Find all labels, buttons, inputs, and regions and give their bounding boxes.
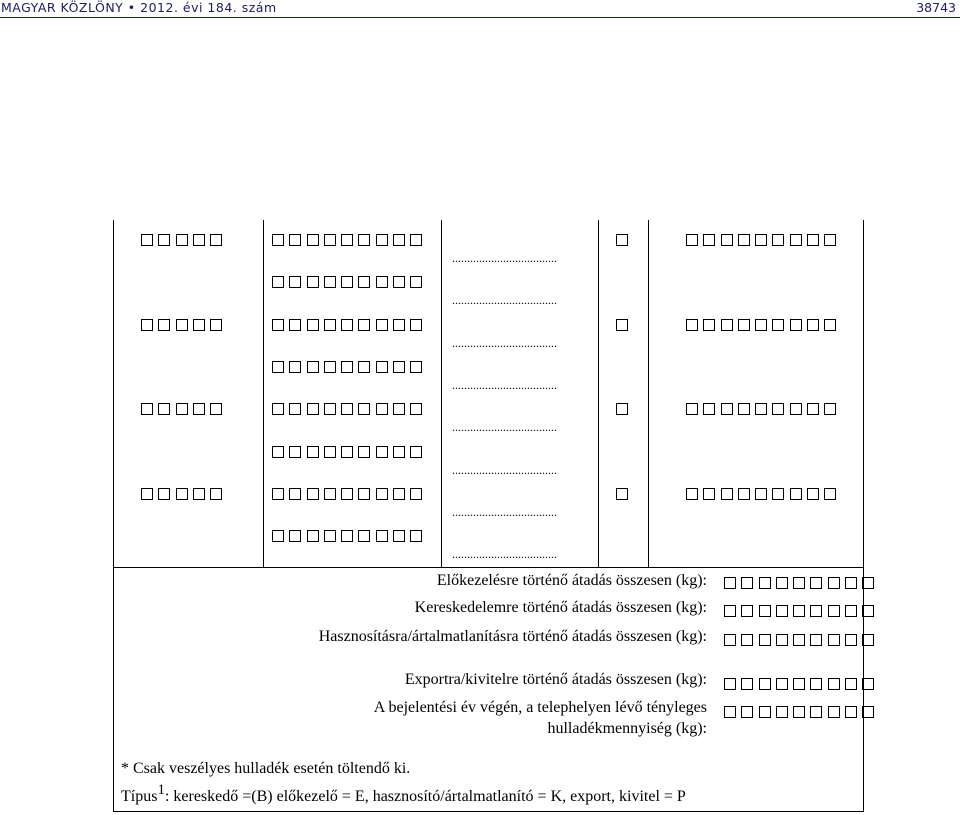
- input-box[interactable]: [616, 488, 628, 500]
- input-box[interactable]: [358, 403, 370, 415]
- input-box[interactable]: [158, 319, 170, 331]
- header-rule: [0, 17, 960, 18]
- input-box[interactable]: [410, 234, 422, 246]
- waste-type-boxes: [141, 488, 222, 502]
- input-box[interactable]: [307, 446, 319, 458]
- input-box[interactable]: [210, 319, 222, 331]
- input-box[interactable]: [341, 446, 353, 458]
- input-box[interactable]: [776, 634, 788, 646]
- input-box[interactable]: [793, 605, 805, 617]
- column-border: [863, 220, 864, 812]
- waste-code-boxes: [272, 319, 422, 333]
- dotted-fill-line[interactable]: ...................................: [452, 293, 557, 308]
- input-box[interactable]: [828, 577, 840, 589]
- input-box[interactable]: [862, 634, 874, 646]
- input-box[interactable]: [341, 403, 353, 415]
- input-box[interactable]: [741, 706, 753, 718]
- input-box[interactable]: [724, 605, 736, 617]
- input-box[interactable]: [790, 488, 802, 500]
- input-box[interactable]: [289, 446, 301, 458]
- summary-amount-boxes: [724, 577, 874, 591]
- summary-amount-boxes: [724, 678, 874, 692]
- input-box[interactable]: [376, 403, 388, 415]
- input-box[interactable]: [393, 530, 405, 542]
- input-box[interactable]: [176, 234, 188, 246]
- input-box[interactable]: [176, 488, 188, 500]
- input-box[interactable]: [193, 488, 205, 500]
- input-box[interactable]: [810, 678, 822, 690]
- input-box[interactable]: [793, 577, 805, 589]
- input-box[interactable]: [272, 276, 284, 288]
- waste-code-boxes: [272, 234, 422, 248]
- input-box[interactable]: [289, 530, 301, 542]
- input-box[interactable]: [289, 276, 301, 288]
- dotted-fill-line[interactable]: ...................................: [452, 377, 557, 392]
- input-box[interactable]: [845, 706, 857, 718]
- waste-code-boxes: [272, 403, 422, 417]
- input-box[interactable]: [793, 678, 805, 690]
- input-box[interactable]: [410, 488, 422, 500]
- input-box[interactable]: [141, 319, 153, 331]
- input-box[interactable]: [272, 446, 284, 458]
- input-box[interactable]: [289, 403, 301, 415]
- input-box[interactable]: [272, 403, 284, 415]
- input-box[interactable]: [828, 605, 840, 617]
- waste-code-boxes: [272, 361, 422, 375]
- input-box[interactable]: [741, 678, 753, 690]
- input-box[interactable]: [393, 488, 405, 500]
- input-box[interactable]: [193, 403, 205, 415]
- input-box[interactable]: [616, 234, 628, 246]
- input-box[interactable]: [376, 530, 388, 542]
- input-box[interactable]: [176, 319, 188, 331]
- input-box[interactable]: [393, 361, 405, 373]
- dotted-fill-line[interactable]: ...................................: [452, 504, 557, 519]
- input-box[interactable]: [810, 706, 822, 718]
- column-border: [441, 220, 442, 567]
- input-box[interactable]: [324, 403, 336, 415]
- input-box[interactable]: [210, 234, 222, 246]
- input-box[interactable]: [141, 403, 153, 415]
- hazard-flag-box: [616, 319, 628, 333]
- input-box[interactable]: [790, 234, 802, 246]
- summary-label: Előkezelésre történő átadás összesen (kg):: [436, 572, 707, 589]
- input-box[interactable]: [324, 276, 336, 288]
- input-box[interactable]: [324, 361, 336, 373]
- input-box[interactable]: [272, 234, 284, 246]
- input-box[interactable]: [376, 361, 388, 373]
- input-box[interactable]: [755, 403, 767, 415]
- hazard-flag-box: [616, 488, 628, 502]
- input-box[interactable]: [141, 488, 153, 500]
- input-box[interactable]: [741, 634, 753, 646]
- input-box[interactable]: [741, 577, 753, 589]
- input-box[interactable]: [616, 403, 628, 415]
- input-box[interactable]: [324, 488, 336, 500]
- input-box[interactable]: [862, 577, 874, 589]
- summary-label: Hasznosításra/ártalmatlanításra történő átadás összesen (kg):: [318, 628, 707, 645]
- input-box[interactable]: [289, 319, 301, 331]
- waste-type-boxes: [141, 319, 222, 333]
- summary-amount-boxes: [724, 634, 874, 648]
- input-box[interactable]: [393, 234, 405, 246]
- input-box[interactable]: [772, 488, 784, 500]
- input-box[interactable]: [703, 319, 715, 331]
- input-box[interactable]: [393, 319, 405, 331]
- input-box[interactable]: [772, 234, 784, 246]
- input-box[interactable]: [724, 678, 736, 690]
- input-box[interactable]: [307, 319, 319, 331]
- input-box[interactable]: [824, 488, 836, 500]
- input-box[interactable]: [410, 319, 422, 331]
- input-box[interactable]: [776, 678, 788, 690]
- input-box[interactable]: [724, 577, 736, 589]
- table-divider: [113, 567, 864, 568]
- input-box[interactable]: [828, 678, 840, 690]
- input-box[interactable]: [341, 234, 353, 246]
- input-box[interactable]: [721, 488, 733, 500]
- input-box[interactable]: [824, 403, 836, 415]
- publication-title: MAGYAR KÖZLÖNY • 2012. évi 184. szám: [1, 0, 277, 15]
- column-border: [113, 220, 114, 812]
- amount-boxes: [686, 319, 836, 333]
- input-box[interactable]: [776, 577, 788, 589]
- input-box[interactable]: [410, 276, 422, 288]
- input-box[interactable]: [289, 488, 301, 500]
- input-box[interactable]: [807, 488, 819, 500]
- input-box[interactable]: [793, 706, 805, 718]
- input-box[interactable]: [341, 319, 353, 331]
- type-legend: [121, 782, 686, 806]
- type-legend-superscript: 1: [157, 782, 165, 798]
- input-box[interactable]: [616, 319, 628, 331]
- input-box[interactable]: [158, 234, 170, 246]
- input-box[interactable]: [759, 634, 771, 646]
- input-box[interactable]: [376, 319, 388, 331]
- input-box[interactable]: [759, 605, 771, 617]
- input-box[interactable]: [686, 488, 698, 500]
- input-box[interactable]: [686, 319, 698, 331]
- input-box[interactable]: [193, 234, 205, 246]
- input-box[interactable]: [810, 634, 822, 646]
- input-box[interactable]: [845, 678, 857, 690]
- page-header: [0, 0, 960, 16]
- input-box[interactable]: [845, 605, 857, 617]
- summary-label: Kereskedelemre történő átadás összesen (kg):: [414, 599, 707, 616]
- input-box[interactable]: [810, 577, 822, 589]
- input-box[interactable]: [862, 605, 874, 617]
- input-box[interactable]: [341, 361, 353, 373]
- input-box[interactable]: [828, 634, 840, 646]
- input-box[interactable]: [772, 319, 784, 331]
- input-box[interactable]: [703, 403, 715, 415]
- input-box[interactable]: [210, 488, 222, 500]
- input-box[interactable]: [289, 234, 301, 246]
- input-box[interactable]: [376, 234, 388, 246]
- input-box[interactable]: [358, 361, 370, 373]
- input-box[interactable]: [158, 488, 170, 500]
- input-box[interactable]: [272, 530, 284, 542]
- input-box[interactable]: [358, 319, 370, 331]
- waste-code-boxes: [272, 530, 422, 544]
- input-box[interactable]: [393, 403, 405, 415]
- input-box[interactable]: [393, 446, 405, 458]
- input-box[interactable]: [755, 488, 767, 500]
- input-box[interactable]: [807, 403, 819, 415]
- input-box[interactable]: [810, 605, 822, 617]
- input-box[interactable]: [176, 403, 188, 415]
- input-box[interactable]: [358, 530, 370, 542]
- input-box[interactable]: [358, 234, 370, 246]
- amount-boxes: [686, 403, 836, 417]
- input-box[interactable]: [828, 706, 840, 718]
- input-box[interactable]: [776, 706, 788, 718]
- waste-type-boxes: [141, 403, 222, 417]
- input-box[interactable]: [210, 403, 222, 415]
- input-box[interactable]: [755, 319, 767, 331]
- input-box[interactable]: [862, 678, 874, 690]
- dotted-fill-line[interactable]: ...................................: [452, 420, 557, 435]
- hazardous-note: * Csak veszélyes hulladék esetén töltendő ki.: [121, 760, 411, 777]
- input-box[interactable]: [724, 634, 736, 646]
- input-box[interactable]: [358, 446, 370, 458]
- input-box[interactable]: [686, 234, 698, 246]
- dotted-fill-line[interactable]: ...................................: [452, 335, 557, 350]
- input-box[interactable]: [703, 234, 715, 246]
- input-box[interactable]: [824, 234, 836, 246]
- input-box[interactable]: [862, 706, 874, 718]
- input-box[interactable]: [324, 446, 336, 458]
- input-box[interactable]: [307, 361, 319, 373]
- input-box[interactable]: [376, 446, 388, 458]
- input-box[interactable]: [358, 276, 370, 288]
- input-box[interactable]: [738, 403, 750, 415]
- input-box[interactable]: [141, 234, 153, 246]
- input-box[interactable]: [307, 276, 319, 288]
- input-box[interactable]: [738, 488, 750, 500]
- input-box[interactable]: [703, 488, 715, 500]
- input-box[interactable]: [738, 319, 750, 331]
- input-box[interactable]: [721, 319, 733, 331]
- input-box[interactable]: [807, 234, 819, 246]
- amount-boxes: [686, 488, 836, 502]
- waste-code-boxes: [272, 276, 422, 290]
- input-box[interactable]: [845, 634, 857, 646]
- column-border: [598, 220, 599, 567]
- waste-type-boxes: [141, 234, 222, 248]
- input-box[interactable]: [755, 234, 767, 246]
- input-box[interactable]: [759, 706, 771, 718]
- input-box[interactable]: [759, 678, 771, 690]
- input-box[interactable]: [793, 634, 805, 646]
- input-box[interactable]: [193, 319, 205, 331]
- type-legend-prefix: Típus: [121, 788, 158, 805]
- input-box[interactable]: [721, 403, 733, 415]
- frame-bottom: [113, 811, 864, 812]
- input-box[interactable]: [324, 530, 336, 542]
- input-box[interactable]: [272, 319, 284, 331]
- summary-label: A bejelentési év végén, a telephelyen lévő tényleges hulladékmennyiség (kg):: [373, 699, 707, 737]
- amount-boxes: [686, 234, 836, 248]
- column-border: [263, 220, 264, 567]
- input-box[interactable]: [686, 403, 698, 415]
- hazard-flag-box: [616, 403, 628, 417]
- type-legend-text: : kereskedő =(B) előkezelő = E, hasznosító/ártalmatlanító = K, export, kivitel = P: [164, 788, 686, 805]
- input-box[interactable]: [307, 488, 319, 500]
- summary-label: Exportra/kivitelre történő átadás összesen (kg):: [404, 671, 707, 688]
- input-box[interactable]: [772, 403, 784, 415]
- input-box[interactable]: [393, 276, 405, 288]
- input-box[interactable]: [341, 276, 353, 288]
- input-box[interactable]: [741, 605, 753, 617]
- input-box[interactable]: [410, 361, 422, 373]
- input-box[interactable]: [289, 361, 301, 373]
- waste-code-boxes: [272, 446, 422, 460]
- input-box[interactable]: [807, 319, 819, 331]
- input-box[interactable]: [376, 276, 388, 288]
- input-box[interactable]: [721, 234, 733, 246]
- dotted-fill-line[interactable]: ...................................: [452, 251, 557, 265]
- input-box[interactable]: [790, 403, 802, 415]
- input-box[interactable]: [324, 234, 336, 246]
- dotted-fill-line[interactable]: ...................................: [452, 462, 557, 477]
- input-box[interactable]: [272, 488, 284, 500]
- input-box[interactable]: [410, 446, 422, 458]
- page-number: 38743: [916, 0, 956, 15]
- input-box[interactable]: [272, 361, 284, 373]
- input-box[interactable]: [738, 234, 750, 246]
- dotted-fill-line[interactable]: ...................................: [452, 547, 557, 562]
- summary-amount-boxes: [724, 605, 874, 619]
- input-box[interactable]: [790, 319, 802, 331]
- waste-code-boxes: [272, 488, 422, 502]
- hazard-flag-box: [616, 234, 628, 248]
- input-box[interactable]: [324, 319, 336, 331]
- input-box[interactable]: [307, 403, 319, 415]
- input-box[interactable]: [158, 403, 170, 415]
- column-border: [648, 220, 649, 567]
- input-box[interactable]: [358, 488, 370, 500]
- input-box[interactable]: [776, 605, 788, 617]
- input-box[interactable]: [845, 577, 857, 589]
- input-box[interactable]: [307, 234, 319, 246]
- input-box[interactable]: [341, 488, 353, 500]
- input-box[interactable]: [724, 706, 736, 718]
- input-box[interactable]: [410, 403, 422, 415]
- input-box[interactable]: [307, 530, 319, 542]
- input-box[interactable]: [410, 530, 422, 542]
- input-box[interactable]: [376, 488, 388, 500]
- summary-amount-boxes: [724, 706, 874, 720]
- input-box[interactable]: [759, 577, 771, 589]
- input-box[interactable]: [824, 319, 836, 331]
- input-box[interactable]: [341, 530, 353, 542]
